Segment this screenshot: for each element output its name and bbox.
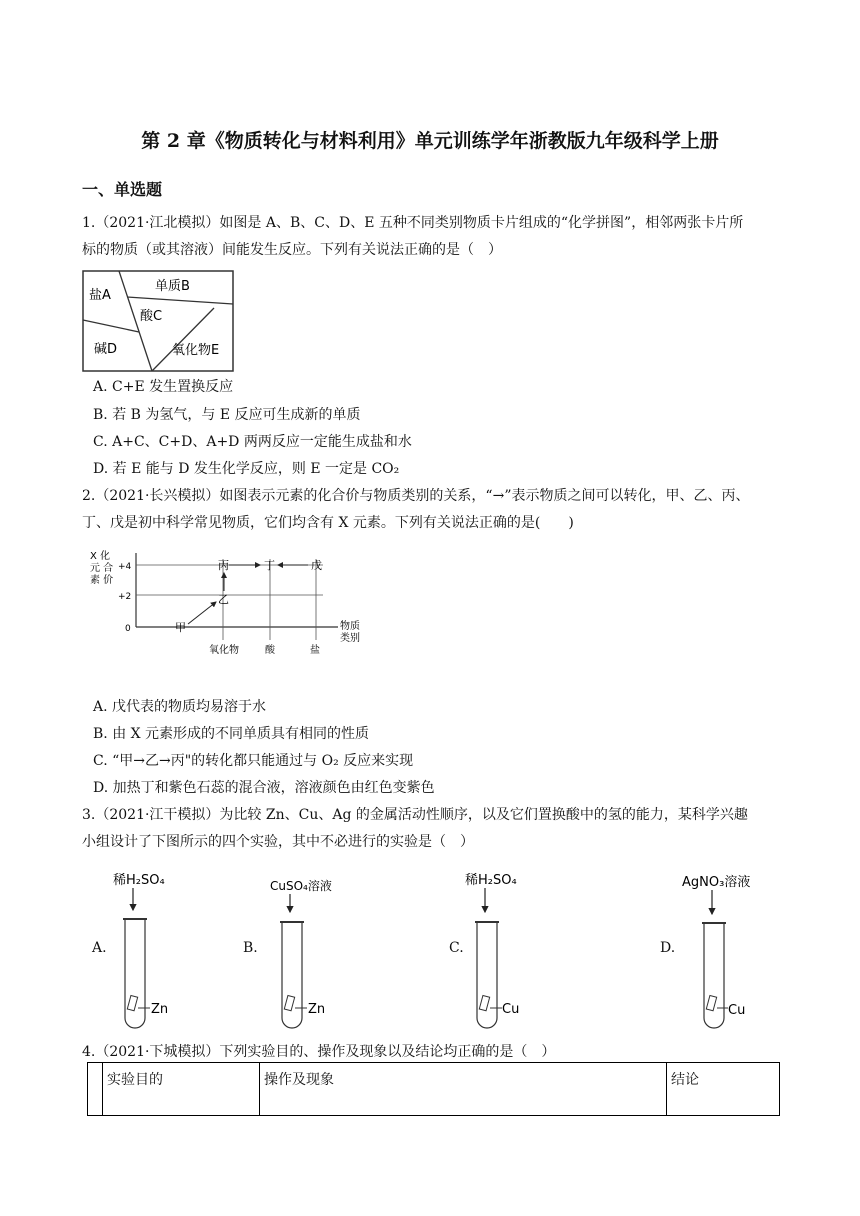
- tube-d-figure: [676, 868, 796, 1038]
- y-label-1: X 化: [90, 551, 111, 562]
- tube-c-reagent: 稀H₂SO₄: [465, 873, 517, 888]
- tube-b-metal: Zn: [308, 1002, 326, 1017]
- y-tick-plus4: +4: [118, 562, 132, 572]
- q3-stem-line2: 小组设计了下图所示的四个实验，其中不必进行的实验是（ ）: [82, 834, 474, 850]
- q2-stem-line1: 2.（2021·长兴模拟）如图表示元素的化合价与物质类别的关系，“→”表示物质之间可以转化，甲、乙、丙、: [82, 488, 750, 504]
- q2-option-b: B. 由 X 元素形成的不同单质具有相同的性质: [93, 726, 370, 742]
- table-header-row: [88, 1063, 780, 1116]
- tube-d-metal: Cu: [728, 1003, 746, 1018]
- q1-option-c: C. A+C、C+D、A+D 两两反应一定能生成盐和水: [93, 434, 412, 450]
- q1-option-d: D. 若 E 能与 D 发生化学反应，则 E 一定是 CO₂: [93, 461, 400, 477]
- y-label-2: 元 合: [90, 563, 114, 574]
- point-wu: 戊: [311, 559, 322, 572]
- card-a: 盐A: [89, 288, 111, 303]
- table-header-purpose: 实验目的: [103, 1063, 260, 1116]
- q4-stem-line1: 4.（2021·下城模拟）下列实验目的、操作及现象以及结论均正确的是（ ）: [82, 1044, 556, 1060]
- q1-stem-line1: 1.（2021·江北模拟）如图是 A、B、C、D、E 五种不同类别物质卡片组成的“化学拼图”，相邻两张卡片所: [82, 215, 744, 231]
- q1-option-b: B. 若 B 为氢气，与 E 反应可生成新的单质: [93, 407, 361, 423]
- card-b: 单质B: [155, 279, 190, 294]
- point-ding: 丁: [264, 559, 275, 572]
- x-tick-acid: 酸: [265, 645, 275, 656]
- document-title: 第 2 章《物质转化与材料利用》单元训练学年浙教版九年级科学上册: [141, 130, 719, 152]
- q2-option-d: D. 加热丁和紫色石蕊的混合液，溶液颜色由红色变紫色: [93, 780, 435, 796]
- q2-option-a: A. 戊代表的物质均易溶于水: [93, 699, 267, 715]
- q1-puzzle-figure: [82, 270, 234, 374]
- tube-c-figure: [455, 868, 565, 1038]
- table-header-index: [88, 1063, 103, 1116]
- tube-b-letter: B.: [243, 940, 258, 956]
- q3-stem-line1: 3.（2021·江干模拟）为比较 Zn、Cu、Ag 的金属活动性顺序，以及它们置换酸中的氢的能力，某科学兴趣: [82, 807, 748, 823]
- tube-a-reagent: 稀H₂SO₄: [113, 873, 165, 888]
- q2-option-c: C. “甲→乙→丙"的转化都只能通过与 O₂ 反应来实现: [93, 753, 414, 769]
- x-tick-salt: 盐: [310, 645, 320, 656]
- tube-b-reagent: CuSO₄溶液: [270, 879, 332, 893]
- point-yi: 乙: [218, 593, 229, 606]
- point-jia: 甲: [175, 621, 186, 634]
- x-tick-oxide: 氧化物: [209, 645, 239, 656]
- tube-c-letter: C.: [449, 940, 464, 956]
- y-label-3: 素 价: [90, 575, 114, 586]
- q2-valence-chart: [88, 545, 368, 695]
- x-label-1: 物质: [340, 621, 360, 632]
- y-tick-zero: 0: [125, 624, 131, 634]
- table-header-conclusion: 结论: [667, 1063, 780, 1116]
- tube-a-letter: A.: [92, 940, 107, 956]
- tube-a-metal: Zn: [151, 1002, 169, 1017]
- x-label-2: 类别: [340, 633, 360, 644]
- point-bing: 丙: [218, 559, 229, 572]
- tube-d-reagent: AgNO₃溶液: [682, 875, 751, 890]
- tube-c-metal: Cu: [502, 1002, 520, 1017]
- table-header-operation: 操作及现象: [260, 1063, 667, 1116]
- q1-option-a: A. C+E 发生置换反应: [93, 379, 234, 395]
- tube-a-figure: [105, 868, 215, 1038]
- card-e: 氧化物E: [172, 343, 220, 358]
- card-c: 酸C: [140, 309, 163, 324]
- tube-b-figure: [264, 868, 374, 1038]
- tube-d-letter: D.: [660, 940, 676, 956]
- y-tick-plus2: +2: [118, 592, 132, 602]
- q1-stem-line2: 标的物质（或其溶液）间能发生反应。下列有关说法正确的是（ ）: [82, 242, 502, 258]
- q2-stem-line2: 丁、戊是初中科学常见物质，它们均含有 X 元素。下列有关说法正确的是( ): [82, 515, 574, 531]
- q4-table: [87, 1062, 780, 1116]
- section-heading: 一、单选题: [82, 180, 163, 199]
- card-d: 碱D: [94, 342, 118, 357]
